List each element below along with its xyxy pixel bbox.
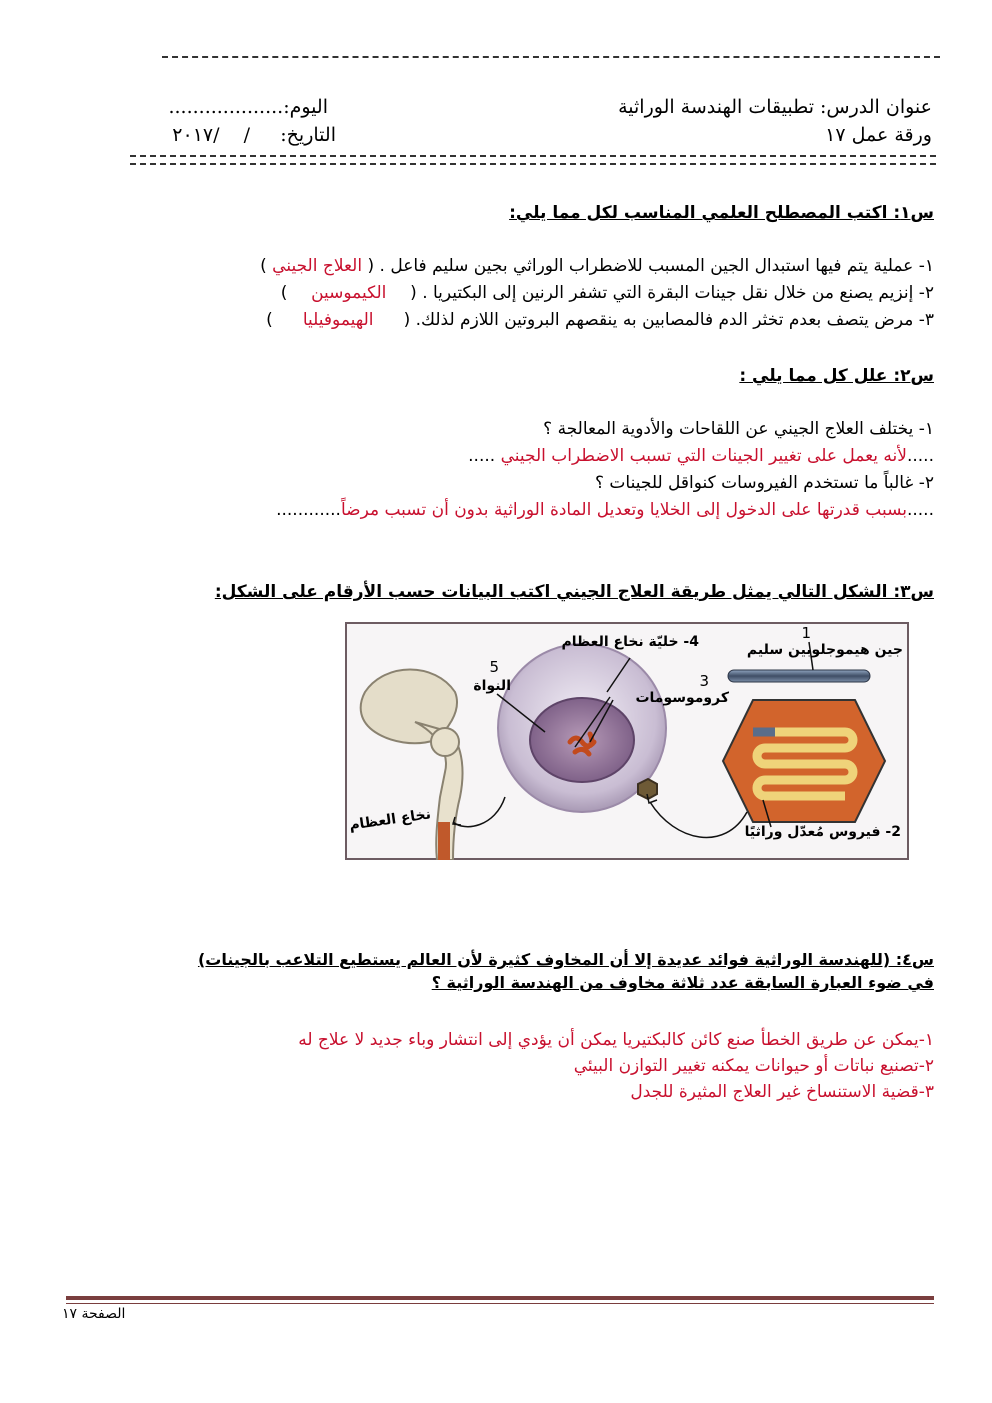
q1-item-2 (281, 283, 934, 303)
q1-item-3-text: ٣- مرض يتصف بعدم تخثر الدم فالمصابين به ينقصهم البروتين اللازم لذلك. ( (403, 310, 934, 330)
q2-item-2-suffix: ............ (276, 500, 341, 520)
q1-item-2-close: ) (280, 283, 288, 303)
q1-item-3-close: ) (266, 310, 273, 330)
q2-item-1-answer: لأنه يعمل على تغيير الجينات التي تسبب الاضطراب الجيني (500, 446, 907, 466)
footer-rule-thick (66, 1296, 934, 1300)
footer-rule-thin (66, 1303, 934, 1304)
q1-item-3 (266, 310, 934, 330)
gene-therapy-figure (345, 622, 909, 860)
label-4-text: 4- خليّة نخاع العظام (561, 634, 699, 650)
q3-title: س٣: الشكل التالي يمثل طريقة العلاج الجيني اكتب البيانات حسب الأرقام على الشكل: (214, 582, 934, 602)
q4-answer-3: ٣-قضية الاستنساخ غير العلاج المثيرة للجدل (630, 1082, 934, 1102)
label-1-text: جين هيموجلوبين سليم (746, 642, 903, 658)
q2-item-1-prefix: ..... (906, 446, 934, 466)
q4-answer-1: ١-يمكن عن طريق الخطأ صنع كائن كالبكتيريا يمكن أن يؤدي إلى انتشار وباء جديد لا علاج له (298, 1030, 934, 1050)
q2-item-1-question: ١- يختلف العلاج الجيني عن اللقاحات والأدوية المعالجة ؟ (543, 419, 934, 439)
label-3-text: كروموسومات (635, 690, 729, 706)
q1-item-1 (260, 256, 934, 276)
label-2-text: 2- فيروس مُعدّل وراثيًا (744, 824, 901, 840)
label-5-text: النواة (473, 678, 511, 694)
label-3-number: 3 (699, 672, 709, 690)
q2-title: س٢: علل كل مما يلي : (739, 366, 934, 386)
day-field: اليوم:................... (168, 96, 328, 118)
q1-item-2-text: ٢- إنزيم يصنع من خلال نقل جينات البقرة التي تشفر الرنين إلى البكتيريا . ( (410, 283, 934, 303)
q4-title-line1: س٤: (للهندسة الوراثية فوائد عديدة إلا أن المخاوف كثيرة لأن العالم يستطيع التلاعب بالجينات) (197, 950, 934, 969)
label-1-number: 1 (801, 624, 811, 642)
q2-item-2-question: ٢- غالباً ما تستخدم الفيروسات كنواقل للجينات ؟ (594, 473, 934, 493)
q4-answer-2: ٢-تصنيع نباتات أو حيوانات يمكنه تغيير التوازن البيئي (573, 1056, 934, 1076)
q1-item-1-answer: العلاج الجيني (272, 256, 363, 276)
bone-marrow-label: نخاع العظام (348, 806, 432, 834)
q2-item-1-suffix: ..... (468, 446, 501, 466)
q1-title: س١: اكتب المصطلح العلمي المناسب لكل مما يلي: (509, 203, 934, 223)
q1-item-2-answer: الكيموسين (311, 283, 387, 303)
q1-item-1-text: ١- عملية يتم فيها استبدال الجين المسبب للاضطراب الوراثي بجين سليم فاعل . ( (367, 256, 934, 276)
q4-title-line2: في ضوء العبارة السابقة عدد ثلاثة مخاوف من الهندسة الوراثية ؟ (431, 973, 934, 992)
q2-item-2-prefix: ..... (906, 500, 934, 520)
q2-item-2-answer: بسبب قدرتها على الدخول إلى الخلايا وتعديل المادة الوراثية بدون أن تسبب مرضاً (340, 500, 907, 520)
modified-virus (723, 700, 885, 827)
lesson-title: عنوان الدرس: تطبيقات الهندسة الوراثية (618, 96, 932, 118)
q2-item-2-answer-line (276, 500, 934, 520)
page-number: الصفحة ١٧ (62, 1306, 126, 1322)
double-dashed-rule (130, 155, 936, 165)
q1-item-3-answer: الهيموفيليا (302, 310, 374, 330)
bone-marrow-cell (497, 644, 666, 812)
label-5-number: 5 (489, 658, 499, 676)
date-field: التاريخ: / /٢٠١٧ (172, 124, 336, 146)
q2-item-1-answer-line (468, 446, 934, 466)
worksheet-number: ورقة عمل ١٧ (825, 124, 932, 146)
top-dashed-rule (162, 56, 940, 58)
q1-item-1-close: ) (260, 256, 267, 276)
